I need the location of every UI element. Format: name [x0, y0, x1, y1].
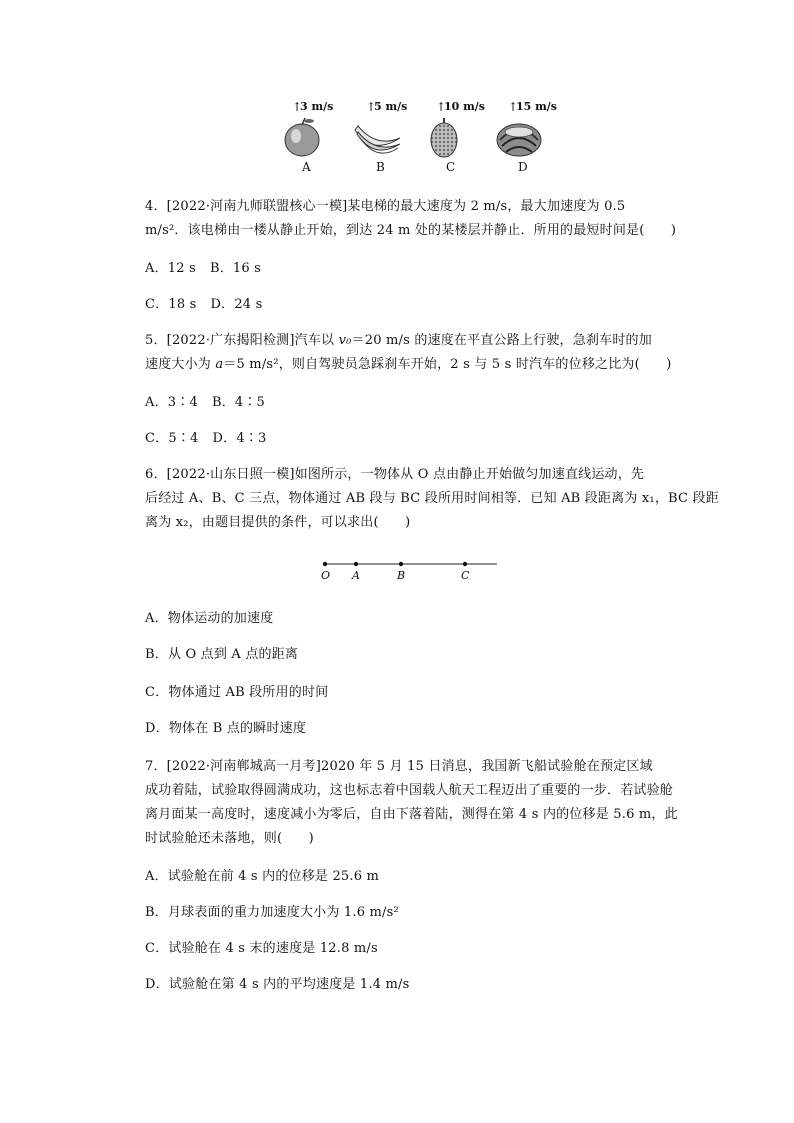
q5-stem-line1 — [145, 332, 665, 350]
point-c-label: C — [461, 569, 470, 582]
q6-stem-line2: 后经过 A、B、C 三点，物体通过 AB 段与 BC 段所用时间相等．已知 AB 段距离为 x₁，BC 段距 — [145, 491, 719, 506]
q7-stem-line4: 时试验舱还未落地，则( ) — [145, 831, 314, 846]
q5-text: ＝20 m/s 的速度在平直公路上行驶，急刹车时的加 — [351, 333, 652, 348]
q7-option-c[interactable]: C．试验舱在 4 s 末的速度是 12.8 m/s — [145, 941, 378, 956]
fruit-item-c — [422, 98, 485, 178]
q4-option-d[interactable]: D．24 s — [210, 297, 263, 312]
point-b-label: B — [397, 569, 406, 582]
q5-option-a[interactable]: A．3∶4 — [145, 395, 198, 410]
fruit-item-d — [494, 98, 557, 178]
fruit-speed: 10 m/s — [444, 100, 485, 113]
q4-stem-line1: 4．[2022·河南九师联盟核心一模]某电梯的最大速度为 2 m/s，最大加速度为 0.5 — [145, 199, 626, 214]
q5-option-c[interactable]: C．5∶4 — [145, 431, 199, 446]
q4-option-a[interactable]: A．12 s — [145, 261, 196, 276]
q5-var-a: a — [215, 357, 224, 372]
segment-figure — [315, 556, 500, 586]
fruit-item-b — [352, 98, 412, 178]
point-o-label: O — [321, 569, 331, 582]
q7-option-b[interactable]: B．月球表面的重力加速度大小为 1.6 m/s² — [145, 905, 399, 920]
q6-option-d[interactable]: D．物体在 B 点的瞬时速度 — [145, 721, 307, 736]
q5-options-row2 — [145, 430, 665, 448]
up-arrow-icon: ↑ — [508, 100, 519, 114]
q7-stem-line1: 7．[2022·河南郸城高一月考]2020 年 5 月 15 日消息，我国新飞船试验舱在预定区域 — [145, 759, 653, 774]
q5-options-row1 — [145, 394, 665, 412]
q5-option-d[interactable]: D．4∶3 — [212, 431, 267, 446]
fruit-item-a — [278, 98, 338, 178]
up-arrow-icon: ↑ — [436, 100, 447, 114]
point-a-label: A — [352, 569, 360, 582]
q7-stem-line2: 成功着陆，试验取得圆满成功，这也标志着中国载人航天工程迈出了重要的一步．若试验舱 — [145, 783, 674, 798]
q7-stem-line3: 离月面某一高度时，速度减小为零后，自由下落着陆，测得在第 4 s 内的位移是 5.6 m，此 — [145, 807, 678, 822]
q6-option-c[interactable]: C．物体通过 AB 段所用的时间 — [145, 685, 329, 700]
fruit-letter: C — [446, 160, 456, 174]
q5-text: 5．[2022·广东揭阳检测]汽车以 — [145, 333, 339, 348]
q4-option-b[interactable]: B．16 s — [209, 261, 262, 276]
point-a-dot — [354, 562, 358, 566]
fruit-speed: 3 m/s — [300, 100, 334, 113]
q5-text: 速度大小为 — [145, 357, 216, 372]
point-c-dot — [463, 562, 467, 566]
fruit-letter: A — [302, 160, 311, 174]
apple-icon — [278, 116, 328, 160]
q7-option-a[interactable]: A．试验舱在前 4 s 内的位移是 25.6 m — [145, 869, 380, 884]
fruit-speed: 5 m/s — [374, 100, 408, 113]
segment-line — [315, 556, 500, 570]
q6-option-b[interactable]: B．从 O 点到 A 点的距离 — [145, 647, 299, 662]
q4-option-c[interactable]: C．18 s — [145, 297, 197, 312]
up-arrow-icon: ↑ — [366, 100, 377, 114]
q5-var-v0: v₀ — [338, 333, 352, 348]
fruit-speed: 15 m/s — [516, 100, 557, 113]
q4-options-row2 — [145, 296, 665, 314]
q4-options-row1 — [145, 260, 665, 278]
q5-option-b[interactable]: B．4∶5 — [211, 395, 266, 410]
fruit-letter: B — [376, 160, 385, 174]
fruit-speed-figure — [270, 98, 560, 178]
up-arrow-icon: ↑ — [292, 100, 303, 114]
banana-icon — [352, 116, 404, 160]
q5-stem-line2 — [145, 356, 672, 374]
q6-stem-line1: 6．[2022·山东日照一模]如图所示，一物体从 O 点由静止开始做匀加速直线运动，先 — [145, 467, 645, 482]
q6-stem-line3: 离为 x₂，由题目提供的条件，可以求出( ) — [145, 515, 411, 530]
q4-stem-line2: m/s²．该电梯由一楼从静止开始，到达 24 m 处的某楼层并静止．所用的最短时间是( ) — [145, 223, 677, 238]
q5-text: ＝5 m/s²，则自驾驶员急踩刹车开始，2 s 与 5 s 时汽车的位移之比为( ) — [223, 357, 672, 372]
q7-option-d[interactable]: D．试验舱在第 4 s 内的平均速度是 1.4 m/s — [145, 977, 410, 992]
fruit-letter: D — [518, 160, 528, 174]
watermelon-icon — [494, 116, 550, 160]
point-b-dot — [399, 562, 403, 566]
durian-icon — [422, 116, 472, 160]
q6-option-a[interactable]: A．物体运动的加速度 — [145, 611, 274, 626]
point-o-dot — [323, 562, 327, 566]
